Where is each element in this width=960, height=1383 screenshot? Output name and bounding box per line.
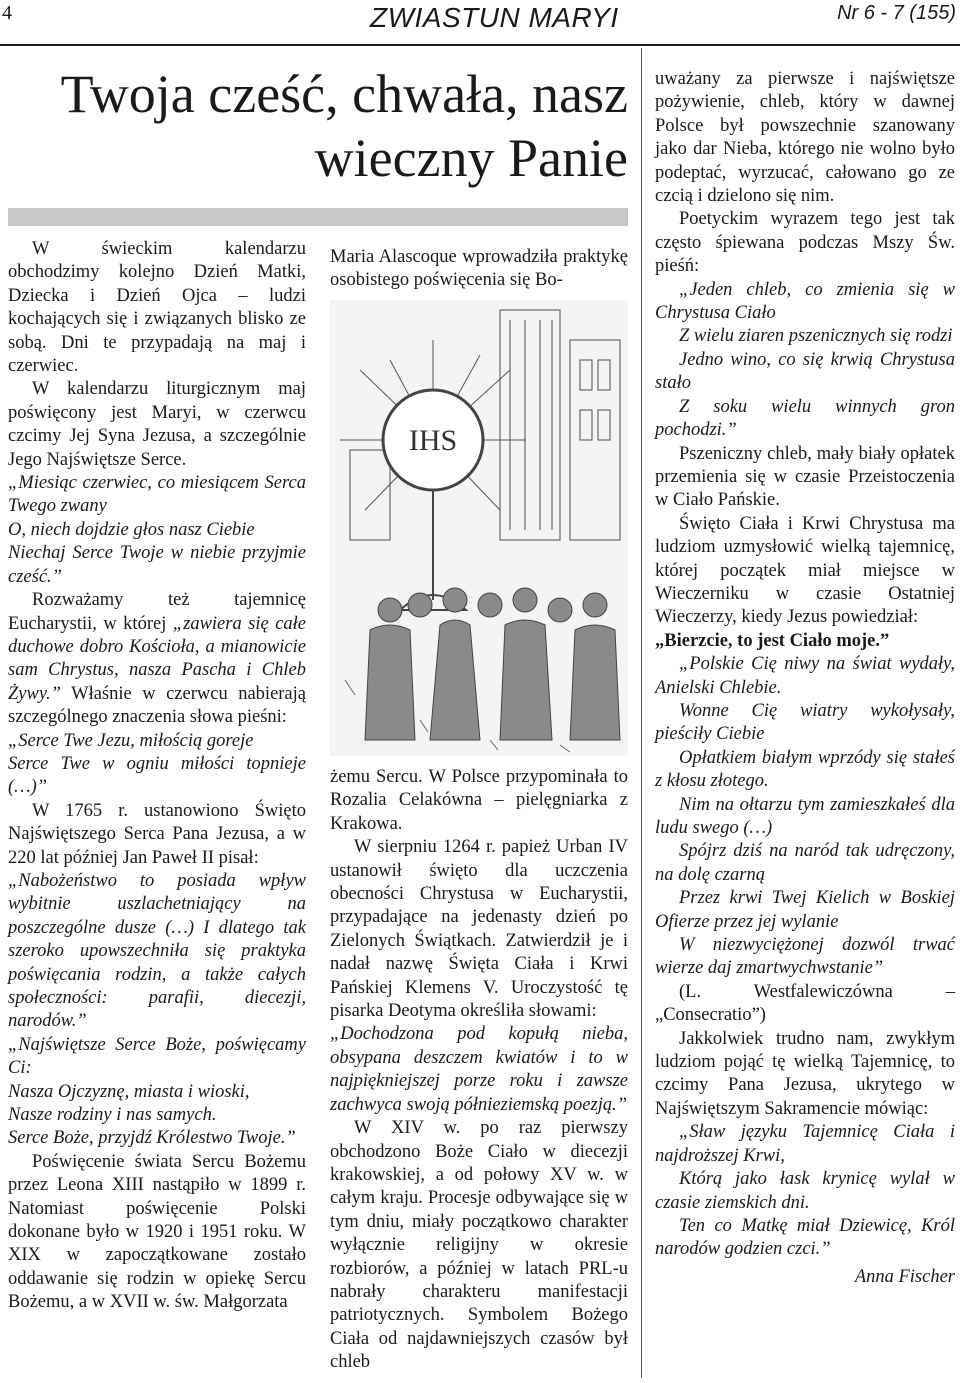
quote: „Nabożeństwo to posiada wpływ wybitnie uszlachetniający na poszczególne dusze (…) I dlatego tak szeroko upowszechniła się praktyka poświęcania rodzin, a także całych społeczności: parafii, diecezji, narodów.” xyxy=(8,870,306,1032)
prayer-line: „Najświętsze Serce Boże, poświęcamy Ci: xyxy=(8,1034,306,1079)
author-signature: Anna Fischer xyxy=(854,1266,955,1287)
masthead: ZWIASTUN MARYI xyxy=(370,2,619,33)
paragraph: Jakkolwiek trudno nam, zwykłym ludziom pojąć tę wielką Tajemnicę, to czcimy Pana Jezusa, ukrytego w Najświętszym Sakramencie mówiąc: xyxy=(655,1028,955,1119)
title-bar xyxy=(8,208,628,226)
title-line-2: wieczny Panie xyxy=(314,128,628,188)
ihs-label: IHS xyxy=(408,424,458,457)
header-rule xyxy=(0,44,960,46)
hymn-line: Jedno wino, co się krwią Chrystusa stało xyxy=(655,349,955,394)
column-2-top xyxy=(330,246,628,293)
poem-line: Wonne Cię wiatry wykołysały, pieściły Ciebie xyxy=(655,700,955,745)
paragraph: Święto Ciała i Krwi Chrystusa ma ludziom uzmysłowić wielką tajemnicę, której początek miał miejsce w Wieczerniku w czasie Ostatniej Wieczerzy, kiedy Jezus powiedział: xyxy=(655,513,955,628)
paragraph: Poświęcenie świata Sercu Bożemu przez Leona XIII nastąpiło w 1899 r. Natomiast poświęcenie Polski dokonane było w 1920 i 1951 roku. W XIX w zapoczątkowane zostało oddawanie się rodzin w opiekę Sercu Bożemu, a w XVII w. św. Małgorzata xyxy=(8,1151,306,1313)
bold-quote: „Bierzcie, to jest Ciało moje.” xyxy=(655,630,890,651)
prayer-line: Nasza Ojczyznę, miasta i wioski, xyxy=(8,1081,250,1102)
prayer-line: Nasze rodziny i nas samych. xyxy=(8,1105,217,1126)
paragraph: Maria Alascoque wprowadziła praktykę osobistego poświęcenia się Bo- xyxy=(330,247,628,291)
paragraph: W XIV w. po raz pierwszy obchodzono Boże Ciało w diecezji krakowskiej, a od połowy XV w. w całym kraju. Procesje odbywające się w tym dniu, miały początkowo charakter wyłącznie religijny w okresie rozbiorów, a później w latach PRL-u nabrały charakteru manifestacji patriotycznych. Symbolem Bożego Ciała od najdawniejszych czasów był chleb xyxy=(330,1118,628,1373)
hymn-line: Niechaj Serce Twoje w niebie przyjmie cześć.” xyxy=(8,543,306,587)
poem-line: Nim na ołtarzu tym zamieszkałeś dla ludu swego (…) xyxy=(655,794,955,838)
hymn-line: Z soku wielu winnych gron pochodzi.” xyxy=(655,396,955,441)
paragraph: W sierpniu 1264 r. papież Urban IV ustanowił święto dla uczczenia obecności Chrystusa w Eucharystii, przypadające na jedenasty dzień po Zielonych Świątkach. Zatwierdził je i nadał nazwę Święta Ciała i Krwi Pańskiej Klemens V. Uroczystość tę pisarka Deotyma określiła słowami: xyxy=(330,837,628,1022)
page-header xyxy=(0,0,960,44)
hymn-line: „Sław języku Tajemnicę Ciała i najdroższej Krwi, xyxy=(655,1122,955,1166)
title-line-1: Twoja cześć, chwała, nasz xyxy=(60,64,628,124)
citation: (L. Westfalewiczówna – „Consecratio”) xyxy=(655,981,955,1026)
quote: „Dochodzona pod kopułą nieba, obsypana deszczem kwiatów i to w najpiękniejszej porze roku i zawsze zachwyca swoją półnieziemską poezją.” xyxy=(330,1024,628,1115)
hymn-line: Serce Twe w ogniu miłości topnieje (…)” xyxy=(8,753,306,798)
poem-line: Opłatkiem białym wprzódy się stałeś z kłosu złotego. xyxy=(655,747,955,792)
poem-line: „Polskie Cię niwy na świat wydały, Anielski Chlebie. xyxy=(655,654,955,698)
article-title xyxy=(8,62,628,190)
paragraph: W 1765 r. ustanowiono Święto Najświętszego Serca Pana Jezusa, a w 220 lat później Jan Paweł II pisał: xyxy=(8,800,306,868)
column-3 xyxy=(655,68,955,1289)
paragraph: W kalendarzu liturgicznym maj poświęcony jest Maryi, w czerwcu czcimy Jej Syna Jezusa, a szczególnie Jego Najświętsze Serce. xyxy=(8,379,306,470)
issue-number: Nr 6 - 7 (155) xyxy=(837,2,956,24)
paragraph xyxy=(8,589,306,729)
quote: „zawiera się całe duchowe dobro Kościoła, a mianowicie sam Chrystus, nasza Pascha i Chleb Żywy.” xyxy=(8,613,307,704)
column-2 xyxy=(330,766,628,1375)
column-1 xyxy=(8,238,306,1315)
hymn-line: „Miesiąc czerwiec, co miesiącem Serca Twego zwany xyxy=(8,473,306,517)
text-run: Właśnie w czerwcu nabierają szczególnego znaczenia słowa pieśni: xyxy=(8,683,306,728)
paragraph: W świeckim kalendarzu obchodzimy kolejno Dzień Matki, Dziecka i Dzień Ojca – ludzi kochających się i związanych blisko ze sobą. Dni te przypadają na maj i czerwiec. xyxy=(8,239,306,377)
paragraph: żemu Sercu. W Polsce przypominała to Rozalia Celakówna – pielęgniarka z Krakowa. xyxy=(330,767,628,834)
hymn-line: „Jeden chleb, co zmienia się w Chrystusa Ciało xyxy=(655,279,955,324)
poem-line: W niezwyciężonej dozwól trwać wierze daj zmartwychwstanie” xyxy=(655,935,955,979)
paragraph: Poetyckim wyrazem tego jest tak często śpiewana podczas Mszy Św. pieśń: xyxy=(655,209,955,277)
poem-line: Przez krwi Twej Kielich w Boskiej Ofierze przez jej wylanie xyxy=(655,888,955,932)
column-divider xyxy=(641,48,642,1378)
monstrance-sketch xyxy=(330,300,628,756)
paragraph: uważany za pierwsze i najświętsze pożywienie, chleb, który w dawnej Polsce był powszechnie szanowany jako dar Nieba, którego nie wolno było podeptać, wyrzucać, całowano go ze czcią i dzielono się nim. xyxy=(655,69,955,207)
page-number: 4 xyxy=(2,2,12,24)
hymn-line: Z wielu ziaren pszenicznych się rodzi xyxy=(679,326,953,347)
hymn-line: Którą jako łask krynicę wylał w czasie ziemskich dni. xyxy=(655,1169,955,1213)
hymn-line: Ten co Matkę miał Dziewicę, Król narodów godzien czci.” xyxy=(655,1215,955,1260)
hymn-line: „Serce Twe Jezu, miłością goreje xyxy=(8,730,254,751)
hymn-line: O, niech dojdzie głos nasz Ciebie xyxy=(8,519,255,540)
poem-line: Spójrz dziś na naród tak udręczony, na dolę czarną xyxy=(655,841,955,885)
text-run: Rozważamy też tajemnicę Eucharystii, w której xyxy=(8,590,306,634)
paragraph: Pszeniczny chleb, mały biały opłatek przemienia się w czasie Przeistoczenia w Ciało Pańskie. xyxy=(655,443,955,511)
prayer-line: Serce Boże, przyjdź Królestwo Twoje.” xyxy=(8,1128,296,1149)
